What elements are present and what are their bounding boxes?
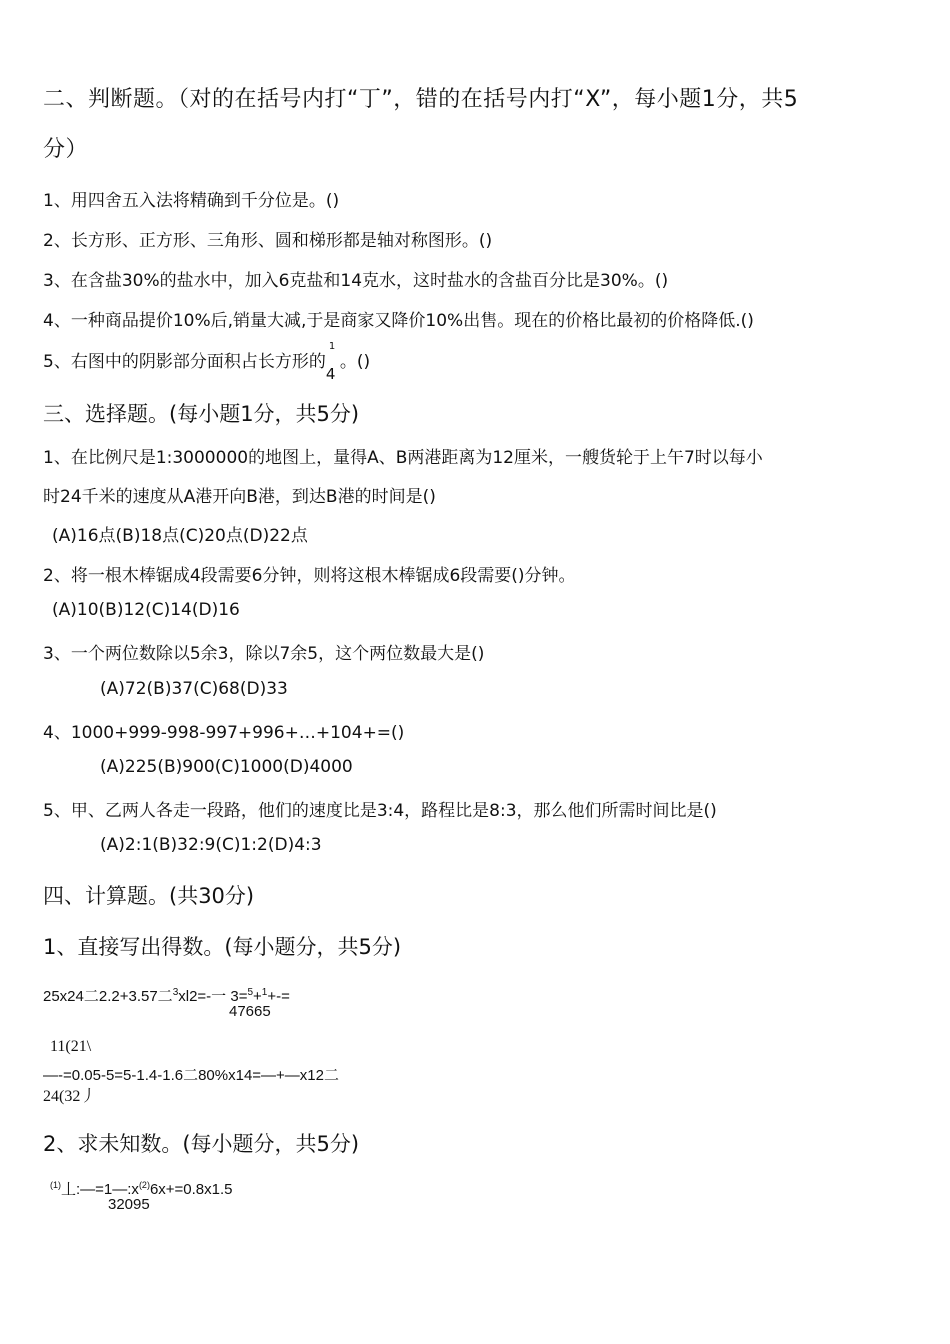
choice-q1-line1: 1、在比例尺是1:3000000的地图上，量得A、B两港距离为12厘米，一艘货轮于上午7时以每小 [43,448,763,468]
judge-item-4: 4、一种商品提价10%后,销量大减,于是商家又降价10%出售。现在的价格比最初的价格降低.() [43,311,754,331]
section3-title: 三、选择题。(每小题1分，共5分) [43,402,360,426]
section2-title-line2: 分） [43,137,89,162]
choice-q4: 4、1000+999-998-997+996+…+104+=() [43,723,405,743]
calc-row1-under: 47665 [229,1003,271,1020]
section4-title: 四、计算题。(共30分) [43,884,255,908]
section2-title-line1: 二、判断题。（对的在括号内打“丁”，错的在括号内打“X”，每小题1分，共5 [43,87,799,112]
calc-sub1-title: 1、直接写出得数。(每小题分，共5分) [43,935,402,959]
judge-item-5 [43,341,371,383]
choice-q4-options: (A)225(B)900(C)1000(D)4000 [100,757,353,777]
calc-row1-d: +-= [267,988,290,1005]
choice-q5-options: (A)2:1(B)32:9(C)1:2(D)4:3 [100,835,322,855]
calc-row1-a: 25x24二2.2+3.57二 [43,988,173,1005]
calc-row1-sup2: 5 [247,987,254,998]
choice-q1-line2: 时24千米的速度从A港开向B港，到达B港的时间是() [43,487,436,507]
calc-sub2-title: 2、求未知数。(每小题分，共5分) [43,1132,360,1156]
equation-under: 32095 [108,1196,150,1213]
judge-item-5-tail: 。() [339,352,371,372]
judge-item-1: 1、用四舍五入法将精确到千分位是。() [43,191,340,211]
calc-row1-sup1: 3 [172,987,179,998]
choice-q2-options: (A)10(B)12(C)14(D)16 [52,600,240,620]
choice-q1-options: (A)16点(B)18点(C)20点(D)22点 [52,526,308,546]
judge-item-2: 2、长方形、正方形、三角形、圆和梯形都是轴对称图形。() [43,231,493,251]
fraction [325,341,340,383]
choice-q3-options: (A)72(B)37(C)68(D)33 [100,679,288,699]
choice-q2: 2、将一根木棒锯成4段需要6分钟，则将这根木棒锯成6段需要()分钟。 [43,566,576,586]
calc-row2-bottom: 24(32丿 [43,1088,97,1105]
calc-row1-b: xl2=-一 3= [178,988,248,1005]
equation-a: 丄:—=1—:x [61,1181,139,1198]
fraction-numerator: 1 [328,341,336,352]
calc-row1-c: + [253,988,262,1005]
choice-q5: 5、甲、乙两人各走一段路，他们的速度比是3:4，路程比是8:3，那么他们所需时间比是() [43,801,717,821]
fraction-denominator: 4 [325,365,336,383]
choice-q3: 3、一个两位数除以5余3，除以7余5，这个两位数最大是() [43,644,485,664]
calc-row2-main: —-=0.05-5=5-1.4-1.6二80%x14=—+—x12二 [43,1067,339,1084]
equation-marker-2: (2) [138,1180,150,1190]
calc-row1-sup3: 1 [261,987,268,998]
judge-item-5-text: 5、右图中的阴影部分面积占长方形的 [43,352,326,372]
equation-b: 6x+=0.8x1.5 [149,1181,233,1198]
equation-marker-1: (1) [50,1180,61,1190]
judge-item-3: 3、在含盐30%的盐水中，加入6克盐和14克水，这时盐水的含盐百分比是30%。() [43,271,669,291]
calc-row2-top: 11(21\ [50,1038,92,1055]
